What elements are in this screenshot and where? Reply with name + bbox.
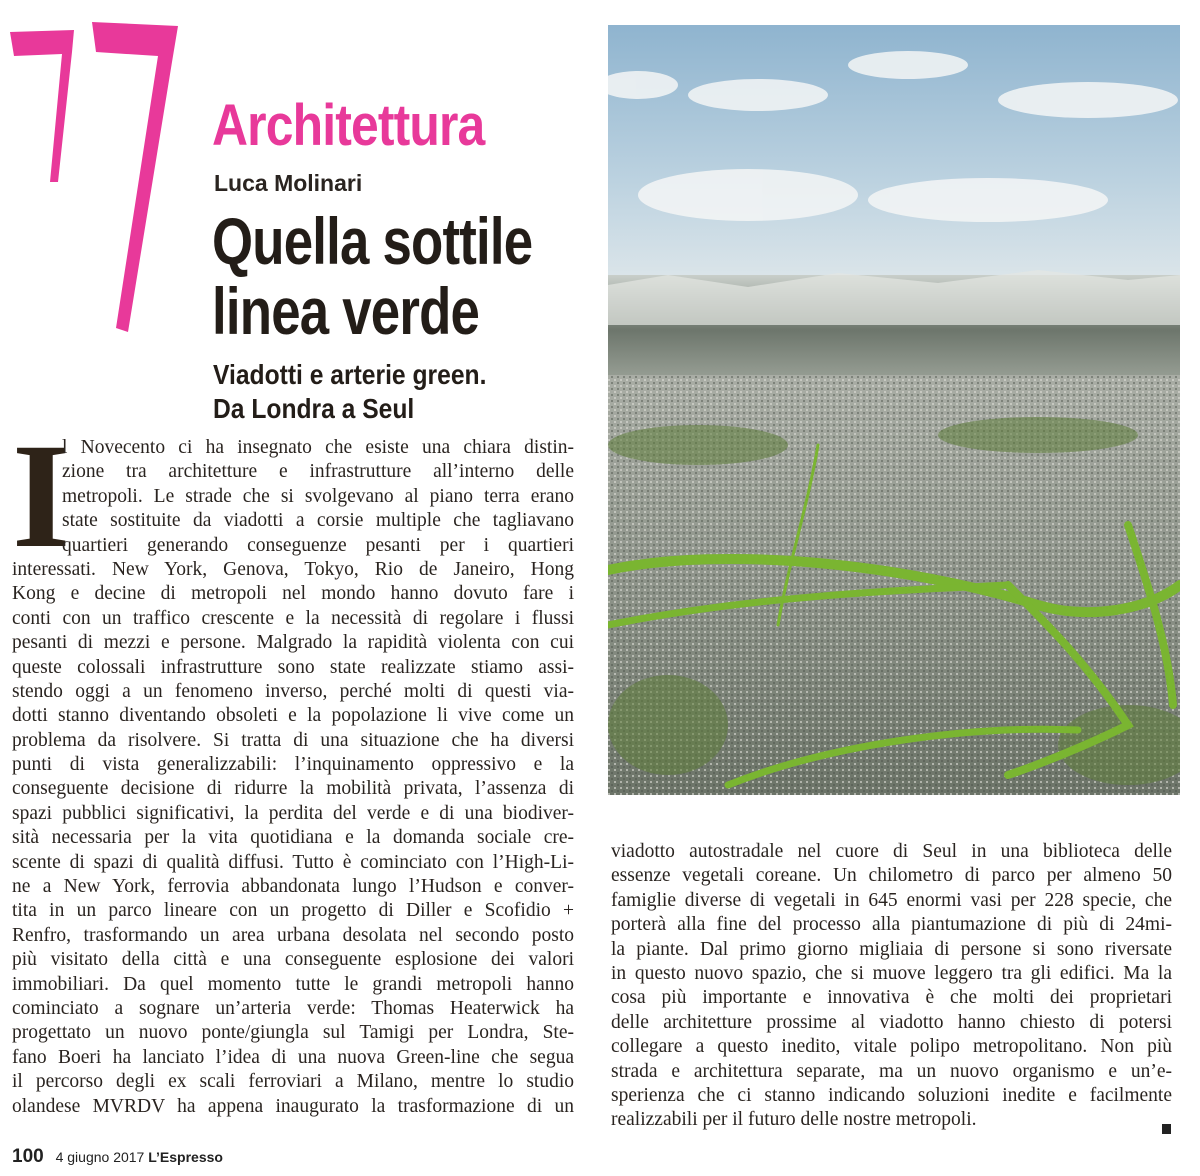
- body-text-line: Kong e decine di metropoli nel mondo hanno dovuto fare i: [12, 583, 574, 605]
- body-text-line: il percorso degli ex scali ferroviari a Milano, mentre lo studio: [12, 1071, 574, 1093]
- body-text-line: spazi pubblici significativi, la perdita del verde e di una biodiver-: [12, 802, 574, 824]
- subtitle-line: Da Londra a Seul: [213, 393, 415, 424]
- end-of-article-mark: [1162, 1124, 1171, 1134]
- body-text-line: cosa più importante e innovativa è che molti dei proprietari: [611, 987, 1172, 1009]
- body-text-line: interessati. New York, Genova, Tokyo, Rio de Janeiro, Hong: [12, 558, 574, 580]
- body-text-line: fano Boeri ha lanciato l’idea di una nuova Green-line che segua: [12, 1046, 574, 1068]
- body-text-line: strada e architettura separate, ma un nuovo organismo e un’e-: [611, 1060, 1172, 1082]
- body-text-line: quartieri generando conseguenze pesanti per i quartieri: [62, 534, 574, 556]
- body-text-line: conseguente decisione di ridurre la mobilità privata, l’assenza di: [12, 778, 574, 800]
- body-text-line: stendo oggi a un fenomeno inverso, perché molti di questi via-: [12, 680, 574, 702]
- body-text-line: state sostituite da viadotti a corsie multiple che tagliavano: [62, 510, 574, 532]
- body-text-line: tita in un parco lineare con un progetto di Diller e Scofidio +: [12, 900, 574, 922]
- body-text-line: più visitato della città e una conseguente esplosione dei valori: [12, 949, 574, 971]
- body-text-line: progettato un nuovo ponte/giungla sul Tamigi per Londra, Ste-: [12, 1022, 574, 1044]
- body-text-line: zione tra architetture e infrastrutture all’interno delle: [62, 461, 574, 483]
- issue-date: 4 giugno 2017: [55, 1149, 145, 1165]
- body-text-line: olandese MVRDV ha appena inaugurato la trasformazione di un: [12, 1095, 574, 1117]
- page-footer: [12, 1146, 223, 1168]
- magazine-name: L’Espresso: [148, 1149, 223, 1165]
- body-text-line: porterà alla fine del processo alla piantumazione di più di 24mi-: [611, 914, 1172, 936]
- body-text-line: dotti stanno diventando obsoleti e la popolazione li vive come un: [12, 705, 574, 727]
- body-text-line: metropoli. Le strade che si svolgevano al piano terra erano: [62, 485, 574, 507]
- article-title: [212, 206, 532, 346]
- section-logo-icon: [10, 22, 180, 334]
- body-text-line: la piante. Dal primo giorno migliaia di persone si sono riversate: [611, 938, 1172, 960]
- body-text-line: Renfro, trasformando un area urbana desolata nel secondo posto: [12, 924, 574, 946]
- body-text-line: famiglie diverse di vegetali in 645 enormi vasi per 228 specie, che: [611, 889, 1172, 911]
- drop-cap: I: [12, 413, 71, 579]
- body-text-line: sperienza che ci stanno indicando soluzioni inedite e facilmente: [611, 1084, 1172, 1106]
- body-text-line: essenze vegetali coreane. Un chilometro di parco per almeno 50: [611, 865, 1172, 887]
- body-text-line: realizzabili per il futuro delle nostre metropoli.: [611, 1109, 977, 1131]
- body-text-line: viadotto autostradale nel cuore di Seul in una biblioteca delle: [611, 841, 1172, 862]
- author-name: Luca Molinari: [214, 170, 363, 196]
- title-line: Quella sottile: [212, 204, 533, 278]
- body-text-line: cominciato a sognare un’arteria verde: Thomas Heaterwick ha: [12, 997, 574, 1019]
- body-text-line: sità necessaria per la vita quotidiana e la domanda sociale cre-: [12, 827, 574, 849]
- body-text-line: l Novecento ci ha insegnato che esiste una chiara distin-: [62, 437, 574, 458]
- title-line: linea verde: [212, 274, 480, 348]
- subtitle-line: Viadotti e arterie green.: [213, 359, 487, 390]
- body-text-line: ne a New York, ferrovia abbandonata lungo l’Hudson e conver-: [12, 876, 574, 898]
- body-column-right: [611, 840, 1172, 1133]
- body-text-line: problema da risolvere. Si tratta di una situazione che ha diversi: [12, 729, 574, 751]
- body-text-line: in questo nuovo spazio, che si muove leggero tra gli edifici. Ma la: [611, 962, 1172, 984]
- page-number: 100: [12, 1146, 44, 1167]
- body-text-line: punti di vista generalizzabili: l’inquinamento oppressivo e la: [12, 754, 574, 776]
- body-text-line: delle architetture prossime al viadotto hanno chiesto di potersi: [611, 1011, 1172, 1033]
- body-column-left: [12, 413, 574, 1119]
- body-text-line: scente di spazi di qualità diffusi. Tutto è cominciato con l’High-Li-: [12, 851, 574, 873]
- body-text-line: queste colossali infrastrutture sono state realizzate stiamo assi-: [12, 656, 574, 678]
- body-text-line: collegare a questo inedito, vitale polipo metropolitano. Non più: [611, 1036, 1172, 1058]
- body-text-line: conti con un traffico crescente e la necessità di regolare i flussi: [12, 607, 574, 629]
- aerial-city-green-viaduct-photo: [608, 25, 1180, 795]
- body-text-line: immobiliari. Da quel momento tutte le grandi metropoli hanno: [12, 973, 574, 995]
- body-text-line: pesanti di mezzi e persone. Malgrado la rapidità violenta con cui: [12, 632, 574, 654]
- article-subtitle: [213, 358, 486, 426]
- section-label: Architettura: [212, 93, 485, 158]
